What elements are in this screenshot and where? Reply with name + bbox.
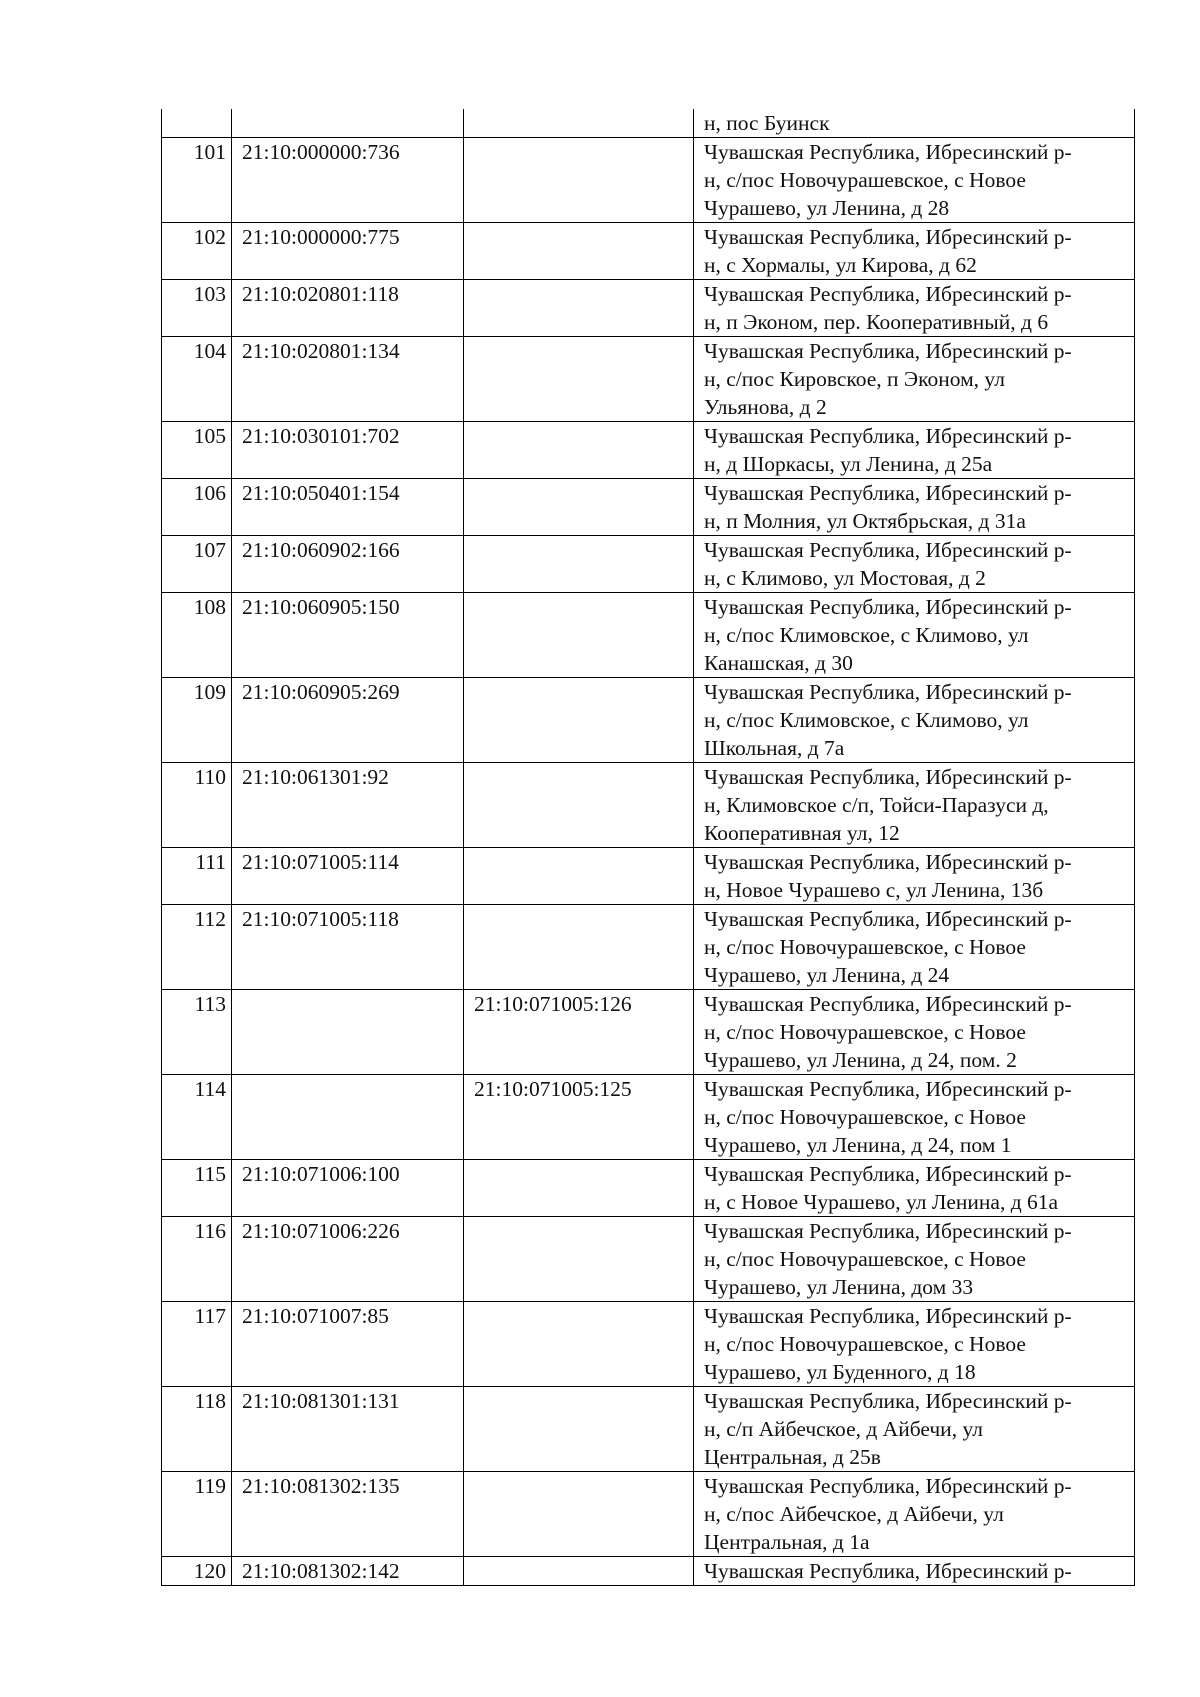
cadastral-number-cell bbox=[232, 109, 464, 138]
row-number-cell: 112 bbox=[162, 905, 232, 990]
cadastral-number-cell: 21:10:050401:154 bbox=[232, 479, 464, 536]
premises-cadastral-number-cell bbox=[464, 138, 694, 223]
address-line: н, с/пос Новочурашевское, с Новое bbox=[704, 1247, 1026, 1271]
address-line: Чувашская Республика, Ибресинский р- bbox=[704, 595, 1072, 619]
address-cell bbox=[694, 337, 1135, 422]
address-cell bbox=[694, 280, 1135, 337]
row-number-cell: 118 bbox=[162, 1387, 232, 1472]
cadastral-number-cell: 21:10:000000:775 bbox=[232, 223, 464, 280]
address-line: Чувашская Республика, Ибресинский р- bbox=[704, 140, 1072, 164]
address-line: Чурашево, ул Ленина, д 24 bbox=[704, 963, 950, 987]
table-row bbox=[162, 848, 1135, 905]
row-number-cell: 102 bbox=[162, 223, 232, 280]
row-number-cell: 107 bbox=[162, 536, 232, 593]
table-row bbox=[162, 763, 1135, 848]
cadastral-number-cell: 21:10:060902:166 bbox=[232, 536, 464, 593]
premises-cadastral-number-cell bbox=[464, 1472, 694, 1557]
address-line: Чувашская Республика, Ибресинский р- bbox=[704, 1389, 1072, 1413]
address-line: Чурашево, ул Ленина, дом 33 bbox=[704, 1275, 974, 1299]
table-row bbox=[162, 536, 1135, 593]
address-cell bbox=[694, 678, 1135, 763]
premises-cadastral-number-cell: 21:10:071005:125 bbox=[464, 1075, 694, 1160]
address-line: н, с/пос Новочурашевское, с Новое bbox=[704, 168, 1026, 192]
address-line: н, Новое Чурашево с, ул Ленина, 13б bbox=[704, 878, 1044, 902]
row-number-cell: 113 bbox=[162, 990, 232, 1075]
premises-cadastral-number-cell bbox=[464, 280, 694, 337]
address-line: Центральная, д 25в bbox=[704, 1445, 881, 1469]
table-row bbox=[162, 280, 1135, 337]
address-line: Чувашская Республика, Ибресинский р- bbox=[704, 538, 1072, 562]
table-row bbox=[162, 479, 1135, 536]
cadastral-number-cell: 21:10:071005:114 bbox=[232, 848, 464, 905]
premises-cadastral-number-cell bbox=[464, 678, 694, 763]
table-row bbox=[162, 1160, 1135, 1217]
address-line: Чувашская Республика, Ибресинский р- bbox=[704, 339, 1072, 363]
address-line: Чувашская Республика, Ибресинский р- bbox=[704, 1219, 1072, 1243]
address-line: н, с/пос Новочурашевское, с Новое bbox=[704, 935, 1026, 959]
row-number-cell: 108 bbox=[162, 593, 232, 678]
address-line: н, с/пос Климовское, с Климово, ул bbox=[704, 708, 1029, 732]
premises-cadastral-number-cell bbox=[464, 1160, 694, 1217]
premises-cadastral-number-cell bbox=[464, 479, 694, 536]
address-line: Чувашская Республика, Ибресинский р- bbox=[704, 1077, 1072, 1101]
cadastral-number-cell: 21:10:060905:269 bbox=[232, 678, 464, 763]
address-line: Чувашская Республика, Ибресинский р- bbox=[704, 1162, 1072, 1186]
address-line: Чурашево, ул Буденного, д 18 bbox=[704, 1360, 976, 1384]
row-number-cell: 111 bbox=[162, 848, 232, 905]
address-cell bbox=[694, 1387, 1135, 1472]
cadastral-number-cell: 21:10:060905:150 bbox=[232, 593, 464, 678]
address-cell bbox=[694, 763, 1135, 848]
cadastral-number-cell: 21:10:081302:135 bbox=[232, 1472, 464, 1557]
table-row bbox=[162, 990, 1135, 1075]
premises-cadastral-number-cell bbox=[464, 848, 694, 905]
row-number-cell: 120 bbox=[162, 1557, 232, 1586]
cadastral-number-cell: 21:10:061301:92 bbox=[232, 763, 464, 848]
table-row bbox=[162, 905, 1135, 990]
table-row bbox=[162, 1217, 1135, 1302]
table-row bbox=[162, 1472, 1135, 1557]
cadastral-number-cell: 21:10:071006:100 bbox=[232, 1160, 464, 1217]
premises-cadastral-number-cell bbox=[464, 337, 694, 422]
row-number-cell: 104 bbox=[162, 337, 232, 422]
premises-cadastral-number-cell bbox=[464, 763, 694, 848]
table-row bbox=[162, 337, 1135, 422]
table-row bbox=[162, 593, 1135, 678]
address-cell bbox=[694, 1302, 1135, 1387]
cadastral-number-cell: 21:10:020801:134 bbox=[232, 337, 464, 422]
address-line: н, пос Буинск bbox=[704, 111, 830, 135]
address-line: Кооперативная ул, 12 bbox=[704, 821, 900, 845]
premises-cadastral-number-cell: 21:10:071005:126 bbox=[464, 990, 694, 1075]
cadastral-number-cell: 21:10:081302:142 bbox=[232, 1557, 464, 1586]
cadastral-number-cell: 21:10:081301:131 bbox=[232, 1387, 464, 1472]
address-cell bbox=[694, 536, 1135, 593]
cadastral-number-cell: 21:10:071007:85 bbox=[232, 1302, 464, 1387]
premises-cadastral-number-cell bbox=[464, 109, 694, 138]
row-number-cell: 115 bbox=[162, 1160, 232, 1217]
property-registry-table bbox=[161, 109, 1135, 1586]
address-line: Школьная, д 7а bbox=[704, 736, 845, 760]
address-cell bbox=[694, 848, 1135, 905]
address-line: н, п Эконом, пер. Кооперативный, д 6 bbox=[704, 310, 1049, 334]
premises-cadastral-number-cell bbox=[464, 1557, 694, 1586]
premises-cadastral-number-cell bbox=[464, 536, 694, 593]
address-line: Ульянова, д 2 bbox=[704, 395, 827, 419]
address-line: Центральная, д 1а bbox=[704, 1530, 870, 1554]
table-row bbox=[162, 223, 1135, 280]
premises-cadastral-number-cell bbox=[464, 422, 694, 479]
address-line: н, д Шоркасы, ул Ленина, д 25а bbox=[704, 452, 993, 476]
address-cell bbox=[694, 1472, 1135, 1557]
address-line: Чувашская Республика, Ибресинский р- bbox=[704, 1304, 1072, 1328]
table-row bbox=[162, 138, 1135, 223]
premises-cadastral-number-cell bbox=[464, 1387, 694, 1472]
address-cell bbox=[694, 138, 1135, 223]
address-line: Чувашская Республика, Ибресинский р- bbox=[704, 481, 1072, 505]
address-cell bbox=[694, 479, 1135, 536]
row-number-cell: 106 bbox=[162, 479, 232, 536]
address-line: Чувашская Республика, Ибресинский р- bbox=[704, 282, 1072, 306]
row-number-cell: 119 bbox=[162, 1472, 232, 1557]
row-number-cell: 110 bbox=[162, 763, 232, 848]
premises-cadastral-number-cell bbox=[464, 223, 694, 280]
address-line: Чувашская Республика, Ибресинский р- bbox=[704, 850, 1072, 874]
row-number-cell bbox=[162, 109, 232, 138]
table-row bbox=[162, 1075, 1135, 1160]
row-number-cell: 103 bbox=[162, 280, 232, 337]
address-line: Чувашская Республика, Ибресинский р- bbox=[704, 1474, 1072, 1498]
address-line: Чурашево, ул Ленина, д 24, пом 1 bbox=[704, 1133, 1012, 1157]
address-line: н, с/пос Климовское, с Климово, ул bbox=[704, 623, 1029, 647]
address-cell bbox=[694, 1557, 1135, 1586]
address-cell bbox=[694, 593, 1135, 678]
address-cell bbox=[694, 1075, 1135, 1160]
address-line: н, с/пос Новочурашевское, с Новое bbox=[704, 1105, 1026, 1129]
premises-cadastral-number-cell bbox=[464, 1217, 694, 1302]
address-line: н, с/пос Кировское, п Эконом, ул bbox=[704, 367, 1005, 391]
table-body bbox=[162, 109, 1135, 1586]
address-line: Чувашская Республика, Ибресинский р- bbox=[704, 765, 1072, 789]
cadastral-number-cell: 21:10:071006:226 bbox=[232, 1217, 464, 1302]
table-row bbox=[162, 678, 1135, 763]
row-number-cell: 114 bbox=[162, 1075, 232, 1160]
address-line: Канашская, д 30 bbox=[704, 651, 853, 675]
address-line: Чувашская Республика, Ибресинский р- bbox=[704, 424, 1072, 448]
table-row bbox=[162, 1302, 1135, 1387]
address-line: Чувашская Республика, Ибресинский р- bbox=[704, 225, 1072, 249]
row-number-cell: 116 bbox=[162, 1217, 232, 1302]
address-line: Чувашская Республика, Ибресинский р- bbox=[704, 680, 1072, 704]
cadastral-number-cell: 21:10:020801:118 bbox=[232, 280, 464, 337]
address-cell bbox=[694, 990, 1135, 1075]
row-number-cell: 101 bbox=[162, 138, 232, 223]
table-row bbox=[162, 422, 1135, 479]
address-line: н, с Хормалы, ул Кирова, д 62 bbox=[704, 253, 977, 277]
address-line: Чурашево, ул Ленина, д 24, пом. 2 bbox=[704, 1048, 1017, 1072]
address-cell bbox=[694, 223, 1135, 280]
table-row bbox=[162, 109, 1135, 138]
address-cell bbox=[694, 905, 1135, 990]
address-cell bbox=[694, 1160, 1135, 1217]
address-line: Чувашская Республика, Ибресинский р- bbox=[704, 907, 1072, 931]
address-line: н, с Новое Чурашево, ул Ленина, д 61а bbox=[704, 1190, 1059, 1214]
address-cell bbox=[694, 109, 1135, 138]
address-line: Чурашево, ул Ленина, д 28 bbox=[704, 196, 950, 220]
address-line: н, с/пос Новочурашевское, с Новое bbox=[704, 1332, 1026, 1356]
cadastral-number-cell bbox=[232, 1075, 464, 1160]
address-line: н, с/п Айбечское, д Айбечи, ул bbox=[704, 1417, 983, 1441]
table-row bbox=[162, 1557, 1135, 1586]
cadastral-number-cell bbox=[232, 990, 464, 1075]
premises-cadastral-number-cell bbox=[464, 593, 694, 678]
premises-cadastral-number-cell bbox=[464, 905, 694, 990]
address-line: н, с Климово, ул Мостовая, д 2 bbox=[704, 566, 986, 590]
cadastral-number-cell: 21:10:000000:736 bbox=[232, 138, 464, 223]
cadastral-number-cell: 21:10:071005:118 bbox=[232, 905, 464, 990]
address-line: н, с/пос Новочурашевское, с Новое bbox=[704, 1020, 1026, 1044]
address-cell bbox=[694, 422, 1135, 479]
table-row bbox=[162, 1387, 1135, 1472]
address-line: н, с/пос Айбечское, д Айбечи, ул bbox=[704, 1502, 1004, 1526]
address-line: н, п Молния, ул Октябрьская, д 31а bbox=[704, 509, 1026, 533]
address-line: н, Климовское с/п, Тойси-Паразуси д, bbox=[704, 793, 1049, 817]
premises-cadastral-number-cell bbox=[464, 1302, 694, 1387]
row-number-cell: 105 bbox=[162, 422, 232, 479]
row-number-cell: 109 bbox=[162, 678, 232, 763]
address-line: Чувашская Республика, Ибресинский р- bbox=[704, 992, 1072, 1016]
address-cell bbox=[694, 1217, 1135, 1302]
cadastral-number-cell: 21:10:030101:702 bbox=[232, 422, 464, 479]
row-number-cell: 117 bbox=[162, 1302, 232, 1387]
address-line: Чувашская Республика, Ибресинский р- bbox=[704, 1559, 1072, 1583]
